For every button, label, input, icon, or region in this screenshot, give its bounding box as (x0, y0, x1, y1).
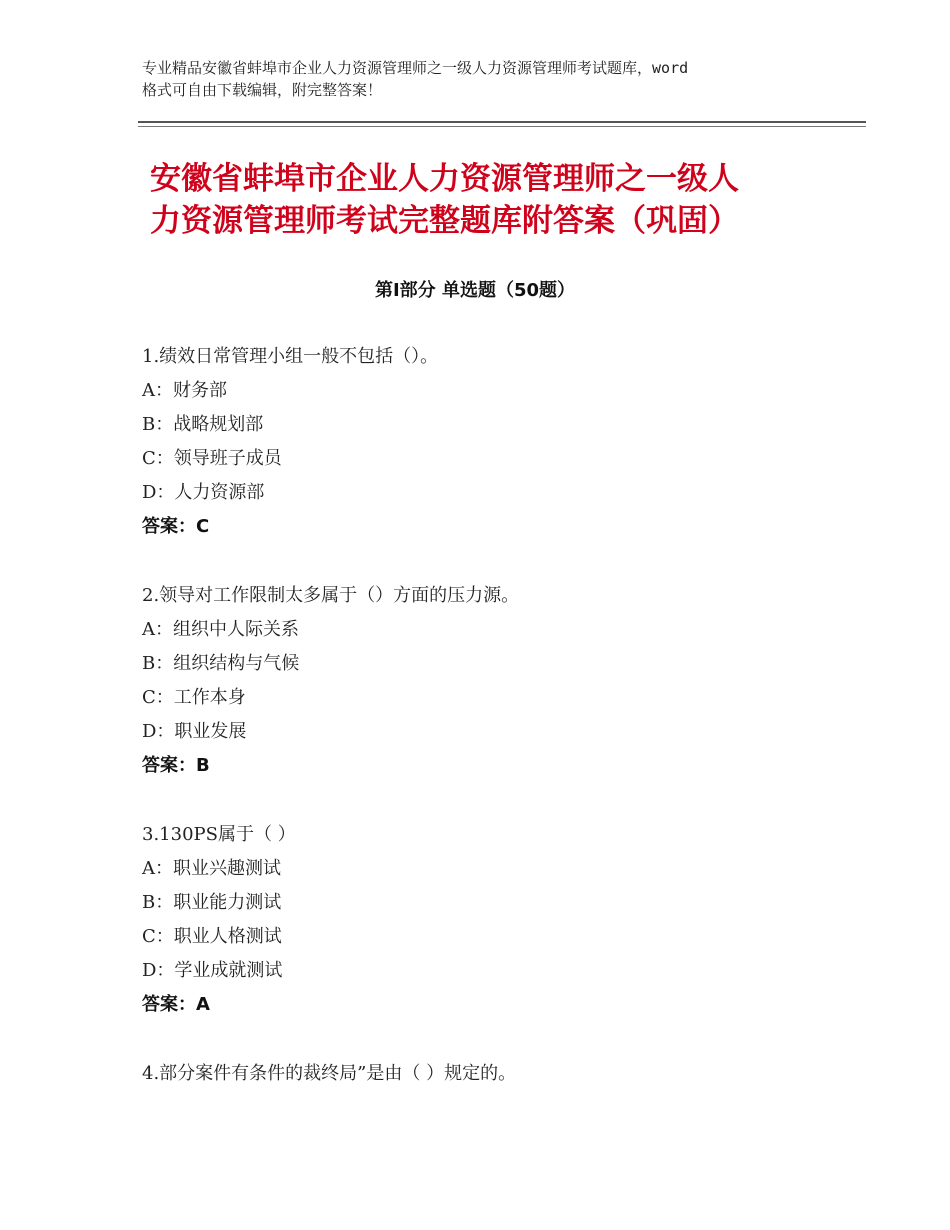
option-a: A：组织中人际关系 (142, 619, 299, 640)
option-a: A：财务部 (142, 380, 227, 401)
header-note (142, 57, 832, 101)
question-stem: 3.130PS属于（ ） (142, 824, 296, 845)
question-stem: 4.部分案件有条件的裁终局”是由（ ）规定的。 (142, 1063, 517, 1084)
option-b: B：组织结构与气候 (142, 653, 300, 674)
section-heading: 第Ⅰ部分 单选题（50题） (374, 280, 575, 301)
option-d: D：职业发展 (142, 721, 247, 742)
option-c: C：工作本身 (142, 687, 246, 708)
option-d: D：学业成就测试 (142, 960, 283, 981)
question-4 (142, 1057, 516, 1091)
option-c: C：领导班子成员 (142, 448, 282, 469)
option-d: D：人力资源部 (142, 482, 265, 503)
question-stem: 1.绩效日常管理小组一般不包括（）。 (142, 346, 439, 367)
document-title (150, 158, 840, 242)
question-3 (142, 818, 296, 1022)
answer: 答案：A (142, 994, 210, 1015)
option-b: B：战略规划部 (142, 414, 264, 435)
answer: 答案：C (142, 516, 210, 537)
option-b: B：职业能力测试 (142, 892, 282, 913)
document-title-line-2: 力资源管理师考试完整题库附答案（巩固） (150, 203, 739, 239)
question-2 (142, 579, 519, 783)
header-divider-thin (138, 126, 866, 127)
header-note-line-2: 格式可自由下载编辑，附完整答案！ (142, 81, 383, 99)
question-stem: 2.领导对工作限制太多属于（）方面的压力源。 (142, 585, 520, 606)
option-a: A：职业兴趣测试 (142, 858, 281, 879)
document-title-line-1: 安徽省蚌埠市企业人力资源管理师之一级人 (150, 161, 739, 197)
option-c: C：职业人格测试 (142, 926, 282, 947)
answer: 答案：B (142, 755, 210, 776)
question-1 (142, 340, 438, 544)
header-divider-thick (138, 121, 866, 123)
header-note-line-1: 专业精品安徽省蚌埠市企业人力资源管理师之一级人力资源管理师考试题库，word (142, 59, 689, 77)
